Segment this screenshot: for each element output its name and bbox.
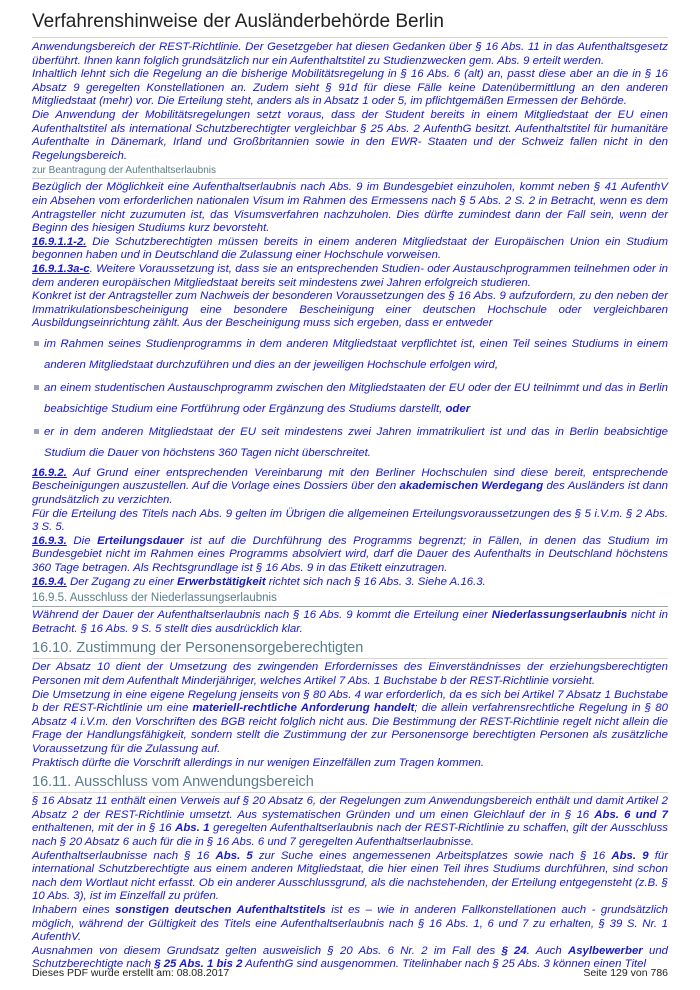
document-title: Verfahrenshinweise der Ausländerbehörde Berlin	[32, 10, 668, 38]
emphasis: § 25 Abs. 1 bis 2	[154, 958, 243, 971]
paragraph-text: ist auf die Durchführung des Programms begrenzt; in Fällen, in denen das Studium im Bundesgebiet nicht im Rahmen eines Programms absolviert wird, darf die Dauer des Aufenthalts in Deutschland höchstens 360 Tage betragen. Als Rechtsgrundlage ist § 16 Abs. 9 in das Etikett einzutragen.	[32, 534, 669, 575]
paragraph-text: Inhabern eines	[32, 903, 116, 916]
paragraph-text: geregelten Aufenthaltserlaubnis nach der REST-Richtlinie zu schaffen, gilt der Ausschluss nach § 20 Absatz 6 auch für die in § 16 Abs. 6 und 7 geregelten Aufenthaltserlaubnisse.	[32, 822, 668, 848]
paragraph-text: Die Umsetzung in eine eigene Regelung jenseits von § 80 Abs. 4 war erforderlich, da es sich bei Artikel 7 Absatz 1 Buchstabe b der REST-Richtlinie um eine	[32, 688, 668, 715]
paragraph	[32, 609, 668, 636]
list-item	[32, 422, 668, 464]
paragraph	[32, 850, 668, 904]
paragraph-text: . Weitere Voraussetzung ist, dass sie an entsprechenden Studien- oder Austauschprogrammen teilnehmen oder in dem anderen europäischen Mitgliedstaat bereits seit mindestens zwei Jahren erfolgreich studieren.	[32, 262, 668, 289]
section-reference: 16.9.1.1-2.	[32, 235, 87, 248]
paragraph: Konkret ist der Antragsteller zum Nachweis der besonderen Voraussetzungen des § 16 Abs. 9 aufzufordern, zu den neben der Immatrikulationsbescheinigung eine besondere Bescheinigung einer deutschen Hochschule oder vergleichbaren Ausbildungseinrichtung zählt. Aus der Bescheinigung muss sich ergeben, dass er entweder	[32, 290, 668, 330]
section-reference: 16.9.3.	[32, 534, 67, 547]
section-subheading: zur Beantragung der Aufenthaltserlaubnis	[32, 164, 668, 179]
paragraph: Anwendungsbereich der REST-Richtlinie. Der Gesetzgeber hat diesen Gedanken über § 16 Abs. 11 in das Aufenthaltsgesetz überführt. Ihnen kann folglich grundsätzlich nur ein Aufenthaltstitel zu Studienzwecken gem. Abs. 9 erteilt werden.	[32, 41, 668, 67]
emphasis: Erwerbstätigkeit	[177, 575, 266, 588]
section-reference: 16.9.1.3a-c	[32, 262, 90, 275]
paragraph	[32, 795, 668, 849]
list-item-text: im Rahmen seines Studienprogramms in dem anderen Mitgliedstaat verpflichtet ist, einen Teil seines Studiums in einem anderen Mitgliedstaat durchzuführen und dies an der jeweiligen Hochschule erfolgen wird,	[44, 337, 668, 371]
emphasis: Asylbewerber	[568, 944, 643, 957]
emphasis: Erteilungsdauer	[97, 534, 184, 547]
paragraph	[32, 576, 668, 590]
paragraph-text: AufenthG sind ausgenommen. Titelinhaber nach § 25 Abs. 3 können einen Titel	[242, 958, 647, 971]
emphasis: § 24	[501, 944, 527, 957]
emphasis: Niederlassungserlaubnis	[491, 609, 628, 622]
paragraph-text: richtet sich nach § 16 Abs. 3. Siehe A.16.3.	[265, 575, 486, 588]
paragraph: Inhaltlich lehnt sich die Regelung an die bisherige Mobilitätsregelung in § 16 Abs. 6 (alt) an, passt diese aber an die in § 16 Absatz 9 geregelten Konstellationen an. Zudem sieht § 91d für diese Fälle keine Datenübermittlung an den anderen Mitgliedstaat (mehr) vor. Die Erteilung steht, anders als in Absatz 1 oder 5, im pflichtgemäßen Ermessen der Behörde.	[32, 68, 668, 108]
paragraph-text: enthaltenen, mit der in § 16	[32, 822, 176, 835]
paragraph	[32, 263, 668, 290]
paragraph-text: nicht in Betracht. § 16 Abs. 9 S. 5 stellt dies ausdrücklich klar.	[32, 609, 668, 635]
paragraph-text: Die Schutzberechtigten müssen bereits in einem anderen Mitgliedstaat der Europäischen Union ein Studium begonnen haben und in Deutschland die Zulassung einer Hochschule vorweisen.	[32, 235, 668, 262]
paragraph-text: . Auch	[526, 944, 568, 957]
paragraph-text: ist es – wie in anderen Fallkonstellationen auch - grundsätzlich möglich, während der Gültigkeit des Titels eine Aufenthaltserlaubnis nach § 16 Abs. 1, 6 und 7 zu erhalten, § 39 S. Nr. 1 AufenthV.	[32, 903, 669, 944]
paragraph-text: Auf Grund einer entsprechenden Vereinbarung mit den Berliner Hochschulen sind diese bereit, entsprechende Bescheinigungen auszustellen. Auf die Vorlage eines Dossiers über den	[32, 466, 668, 493]
emphasis: Abs. 1	[175, 822, 210, 835]
list-item-text: an einem studentischen Austauschprogramm zwischen den Mitgliedstaaten der EU oder der EU teilnimmt und das in Berlin beabsichtige Studium eine Fortführung oder Ergänzung des Studiums darstellt,	[44, 381, 668, 415]
section-heading: 16.11. Ausschluss vom Anwendungsbereich	[32, 773, 668, 793]
emphasis: Abs. 6 und 7	[594, 808, 668, 821]
paragraph-text: Der Zugang zu einer	[66, 575, 178, 588]
list-item-text: er in dem anderen Mitgliedstaat der EU seit mindestens zwei Jahren immatrikuliert ist und das in Berlin beabsichtige Studium die Dauer von höchstens 360 Tagen nicht überschreitet.	[44, 425, 668, 459]
creation-date: Dieses PDF wurde erstellt am: 08.08.2017	[32, 967, 230, 979]
emphasis: materiell-rechtliche Anforderung handelt	[192, 702, 415, 715]
section-reference: 16.9.2.	[32, 466, 67, 479]
page-number: Seite 129 von 786	[583, 967, 668, 979]
paragraph: Bezüglich der Möglichkeit eine Aufenthaltserlaubnis nach Abs. 9 im Bundesgebiet einzuholen, kommt neben § 41 AufenthV ein Absehen vom erforderlichen nationalen Visum im Rahmen des Ermessens nach § 5 Abs. 2 S. 2 in Betracht, wenn es dem Antragsteller nicht zuzumuten ist, das Visumsverfahren nachzuholen. Dies dürfte zumindest dann der Fall sein, wenn der Beginn des hiesigen Studiums kurz bevorsteht.	[32, 181, 668, 235]
paragraph: Für die Erteilung des Titels nach Abs. 9 gelten im Übrigen die allgemeinen Erteilungsvoraussetzungen des § 5 i.V.m. § 2 Abs. 3 S. 5.	[32, 507, 668, 534]
paragraph-text: Ausnahmen von diesem Grundsatz gelten ausweislich § 20 Abs. 6 Nr. 2 im Fall des	[32, 944, 502, 957]
paragraph-text: und Schutzberechtigte nach	[32, 944, 669, 971]
paragraph-text: Aufenthaltserlaubnisse nach § 16	[32, 849, 216, 862]
emphasis: oder	[445, 402, 471, 415]
paragraph-text: ; die allein verfahrensrechtliche Regelung in § 80 Absatz 4 i.V.m. den Vorschriften des BGB reicht folglich nicht aus. Die Bestimmung der REST-Richtlinie regelt nicht allein die Frage der Handlungsfähigkeit, sondern stellt die Zustimmung der zur Personensorge berechtigten Personen als zusätzliche Voraussetzung für die Zulassung auf.	[32, 702, 668, 755]
emphasis: Abs. 9	[611, 849, 649, 862]
paragraph	[32, 904, 668, 945]
emphasis: sonstigen deutschen Aufenthaltstitels	[115, 903, 326, 916]
list-item	[32, 334, 668, 376]
paragraph	[32, 467, 668, 508]
section-reference: 16.9.4.	[32, 575, 67, 588]
paragraph-text: Die	[66, 534, 98, 547]
paragraph-text: des Ausländers ist dann grundsätzlich zu verzichten.	[32, 480, 668, 507]
section-heading: 16.9.5. Ausschluss der Niederlassungserlaubnis	[32, 591, 668, 607]
document-page	[32, 10, 668, 972]
bullet-list	[32, 334, 668, 464]
list-item	[32, 378, 668, 420]
paragraph	[32, 236, 668, 263]
paragraph-text: zur Suche eines angemessenen Arbeitsplatzes sowie nach § 16	[252, 849, 612, 862]
paragraph-text: Während der Dauer der Aufenthaltserlaubnis nach § 16 Abs. 9 kommt die Erteilung einer	[32, 609, 492, 622]
emphasis: akademischen Werdegang	[399, 480, 544, 493]
paragraph: Praktisch dürfte die Vorschrift allerdings in nur wenigen Einzelfällen zum Tragen kommen.	[32, 756, 485, 769]
square-bullet-icon	[34, 341, 39, 346]
emphasis: Abs. 5	[215, 849, 253, 862]
paragraph-text: § 16 Absatz 11 enthält einen Verweis auf § 20 Absatz 6, der Regelungen zum Anwendungsbereich enthält und damit Artikel 2 Absatz 2 der REST-Richtlinie umsetzt. Aus systematischen Gründen und um einen Gleichlauf der in § 16	[32, 795, 668, 821]
paragraph	[32, 535, 668, 576]
square-bullet-icon	[34, 385, 39, 390]
page-footer	[32, 967, 668, 979]
paragraph: Die Anwendung der Mobilitätsregelungen setzt voraus, dass der Student bereits in einem Mitgliedstaat der EU einen Aufenthaltstitel als international Schutzberechtigter vergleichbar § 25 Abs. 2 AufenthG besitzt. Aufenthaltstitel für humanitäre Aufenthalte in Dänemark, Irland und Großbritannien sowie in den EWR- Staaten und der Schweiz fallen nicht in den Regelungsbereich.	[32, 108, 668, 162]
square-bullet-icon	[34, 429, 39, 434]
section-heading: 16.10. Zustimmung der Personensorgeberechtigten	[32, 639, 668, 659]
paragraph-text: für international Schutzberechtigte aus einem anderen Mitgliedstaat, die hier einen Teil ihres Studiums durchführen, sind schon nach dem Wortlaut nicht erfasst. Ob ein anderer Ausschlussgrund, als die nachstehenden, der Erteilung entgegensteht (z.B. § 10 Abs. 3), ist im Einzelfall zu prüfen.	[32, 849, 668, 903]
paragraph	[32, 689, 668, 757]
paragraph: Der Absatz 10 dient der Umsetzung des zwingenden Erfordernisses des Einverständnisses der erziehungsberechtigten Personen mit dem Aufenthalt Minderjähriger, welches Artikel 7 Abs. 1 Buchstabe b der REST-Richtlinie vorsieht.	[32, 661, 668, 687]
